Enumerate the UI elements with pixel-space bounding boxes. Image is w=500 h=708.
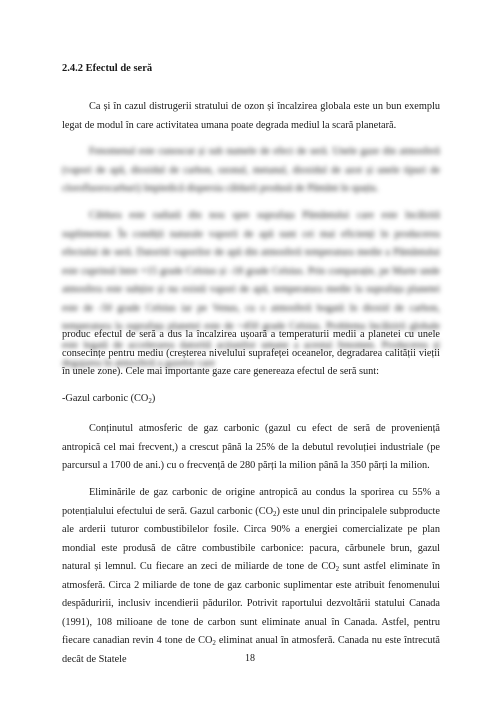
page-number: 18 (245, 653, 255, 664)
gas-heading: -Gazul carbonic $(CO_2)$ (62, 393, 156, 405)
continuation-paragraph: produc efectul de seră a dus la încalzirea ușoară a temperaturii medii a planetei cu unele consecințe pentru mediu (creșterea nivelului suprafeței oceanelor, degradarea calității vieții în unele zone). Cele mai importante gaze care genereaza efectul de seră sunt: (62, 329, 440, 377)
emissions-paragraph: Eliminările de gaz carbonic de origine antropică au condus la sporirea cu 55% a potențialului efectului de seră. Gazul carbonic $(CO_2)$ este unul din principalele subproducte ale arderii tuturor combustibilelor fosile. Circa 90% a energiei comercializate pe plan mondial este produsă de către combustibile carbonice: pacura, cărbunele brun, gazul natural și lemnul. Cu fiecare an zeci de miliarde de tone de $CO_2$ sunt astfel eliminate în atmosferă. Circa 2 miliarde de tone de gaz carbonic suplimentar este atribuit fenomenului despăduririi, inclusiv incendierii pădurilor. Potrivit raportului dezvoltării statului Canada (1991), 108 milioane de tone de carbon sunt eliminate anual în Canada. Astfel, pentru fiecare canadian revin 4 tone de $CO_2$ eliminat anual în atmosferă. Canada nu este întrecută decât de Statele (62, 487, 440, 665)
blurred-paragraph-1: Fenomenul este cunoscut și sub numele de efect de seră. Unele gaze din atmosferă (vapori de apă, dioxidul de carbon, ozonul, metanul, dioxidul de azot și unele tipuri de clorofluorocarburi) împiedică dispersia căldurii produsă de Pământ în spațiu. (62, 146, 440, 194)
blurred-paragraph-2: Căldura este radiată din nou spre suprafața Pământului care este încălzită suplimentar. În condiții naturale vaporii de apă sunt cei mai eficienți în producerea efectului de seră. Datorită vaporilor de apă din atmosferă temperatura medie a Pământului este cuprinsă între +15 grade Celsius și -18 grade Celsius. Prin comparație, pe Marte unde atmosfera este subțire și nu există vapori de apă, temperatura medie la suprafața planetei este de -50 grade Celsius iar pe Venus, cu o atmosferă bogată în dioxid de carbon, temperatura la suprafața planetei este de ~450 grade Celsius. Problema încălzirii globale este legată de accelerarea datorită acțiunilor umane a acestui fenomen. Producerea și degajarea în atmosferă a gazelor care (62, 210, 440, 369)
co2-paragraph: Conținutul atmosferic de gaz carbonic (gazul cu efect de seră de proveniență antropică cel mai frecvent,) a crescut până la 25% de la debutul revoluției industriale (pe parcursul a 1700 de ani.) cu o frecvență de 280 părți la milion până la 350 părți la milion. (62, 423, 440, 471)
intro-paragraph: Ca și în cazul distrugerii stratului de ozon și încalzirea globala este un bun exemplu legat de modul în care activitatea umana poate degrada mediul la scară planetară. (62, 101, 440, 131)
section-heading: 2.4.2 Efectul de seră (62, 63, 153, 74)
